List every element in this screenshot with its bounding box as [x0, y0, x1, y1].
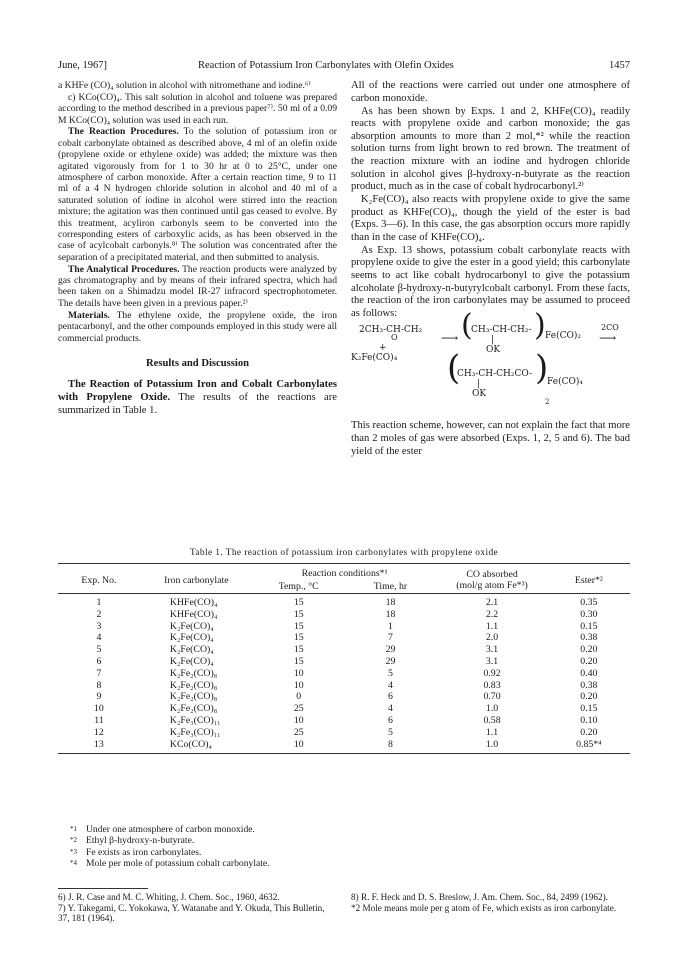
- footnote: *2 Mole means mole per g atom of Fe, which exists as iron carbonylate.: [351, 902, 617, 913]
- scheme-arrow-label: 2CO: [601, 323, 619, 333]
- paragraph: [58, 379, 337, 417]
- table-cell: 9: [96, 691, 102, 703]
- header-title: Reaction of Potassium Iron Carbonylates with Olefin Oxides: [198, 60, 454, 71]
- table-row: [58, 703, 630, 715]
- table-cell: 0.70: [483, 691, 501, 703]
- table-cell: 0.40: [580, 667, 598, 679]
- table-cell: 4: [96, 632, 102, 644]
- scheme-bond: |: [477, 379, 481, 390]
- reaction-procedures-text: To the solution of potassium iron or cobalt carbonylate obtained as described above, 4 ml of an olefin oxide (propylene oxide or ethylene oxide) was added; the mixture was then agitated vigorously from for 1 to 30 hr at 0 to 25°C, under one atmosphere of carbon monoxide. After a certain reaction time, 9 to 11 ml of a 4 N hydrogen chloride solution in alcohol and 40 ml of a saturated solution of iodine in alcohol were stirred into the reaction mixture; the agitation was then continued until gas ceased to evolve. By this treatment, acyliron carbonyls seem to be converted into the corresponding esters of carboxylic acids, as has been observed in the case of acylcobalt carbonyls.⁸⁾ The solution was concentrated after the separation of a precipitated material, and then submitted to analysis.: [58, 126, 337, 263]
- table-cell: 1: [58, 594, 140, 609]
- running-header: [58, 60, 630, 74]
- scheme-arrow: ⟶: [599, 331, 617, 346]
- footnote: 8) R. F. Heck and D. S. Breslow, J. Am. Chem. Soc., 84, 2499 (1962).: [351, 892, 608, 902]
- table-cell: K₂Fe₂(CO)₈: [169, 691, 218, 703]
- results-table: [58, 563, 630, 754]
- column-header-temp: Temp., °C: [278, 581, 319, 592]
- table-cell: 0.30: [580, 608, 598, 620]
- footnotes-left: [58, 892, 337, 924]
- table-cell: 0.85*⁴: [548, 739, 630, 754]
- table-cell: KHFe(CO)₄: [169, 608, 218, 620]
- co-unit-label: (mol/g atom Fe*³): [456, 580, 528, 591]
- note-mark: *1: [70, 825, 77, 833]
- table-row: [58, 609, 630, 621]
- table-cell: 3.1: [485, 644, 499, 656]
- table-cell: 10: [293, 679, 304, 691]
- note-text: Mole per mole of potassium cobalt carbonylate.: [86, 858, 270, 870]
- table-note: [70, 847, 630, 858]
- column-header-time: Time, hr: [373, 581, 408, 592]
- table-row: [58, 621, 630, 633]
- table-cell: 11: [94, 714, 104, 726]
- table-cell: 5: [388, 726, 393, 738]
- table-row: [58, 680, 630, 692]
- scheme-intermediate: CH₃-CH-CH₂-: [471, 325, 532, 336]
- note-text: Ethyl β-hydroxy-n-butyrate.: [86, 835, 195, 847]
- scheme-plus: +: [379, 343, 387, 354]
- table-cell: 18: [345, 594, 437, 609]
- scheme-arrow: ⟶: [441, 331, 459, 346]
- table-cell: 15: [293, 620, 304, 632]
- table-cell: 25: [293, 726, 304, 738]
- footnote: 6) J. R. Case and M. C. Whiting, J. Chem. Soc., 1960, 4632.: [58, 892, 280, 902]
- co-absorbed-label: CO absorbed: [466, 569, 518, 580]
- table-body: [58, 594, 630, 754]
- table-cell: 0.58: [483, 714, 501, 726]
- table-cell: 8: [345, 739, 437, 754]
- table-cell: 15: [293, 644, 304, 656]
- paragraph: c) KCo(CO)₄. This salt solution in alcohol and toluene was prepared according to the method described in a previous paper⁷⁾. 50 ml of a 0.09 M KCo(CO)₄ solution was used in each run.: [58, 91, 337, 126]
- table-row: [58, 691, 630, 703]
- table-cell: K₂Fe₂(CO)₈: [169, 703, 218, 715]
- note-mark: *3: [70, 847, 77, 856]
- table-row: [58, 644, 630, 656]
- table-cell: 25: [293, 703, 304, 715]
- table-row: [58, 715, 630, 727]
- scheme-bracket-open: (: [461, 308, 473, 344]
- table-cell: 0.10: [580, 714, 598, 726]
- table-cell: 6: [388, 691, 393, 703]
- table-cell: K₂Fe₂(CO)₈: [169, 679, 218, 691]
- paragraph: [58, 310, 337, 344]
- table-row: [58, 668, 630, 680]
- table-cell: 1.0: [485, 703, 499, 715]
- table-cell: 0.38: [580, 632, 598, 644]
- column-header-ester: Ester*²: [548, 564, 630, 594]
- table-cell: 0.20: [580, 691, 598, 703]
- subsection-text: The results of the reactions are summarized in Table 1.: [58, 391, 337, 416]
- table-cell: KCo(CO)₄: [140, 739, 253, 754]
- table-cell: K₂Fe(CO)₄: [169, 655, 214, 667]
- table-cell: 10: [293, 714, 304, 726]
- table-cell: 0: [296, 691, 302, 703]
- table-cell: 10: [253, 739, 345, 754]
- table-cell: K₂Fe(CO)₄: [169, 620, 214, 632]
- table-cell: 10: [293, 667, 304, 679]
- table-cell: 0.38: [580, 679, 598, 691]
- column-header-co: [436, 564, 547, 594]
- scheme-bracket-close: ): [534, 308, 546, 344]
- table-cell: 10: [94, 703, 104, 715]
- table-cell: 0.83: [483, 679, 501, 691]
- table-note: [70, 835, 630, 846]
- footnote: 7) Y. Takegami, C. Yokokawa, Y. Watanabe and Y. Okuda, This Bulletin, 37, 181 (1964).: [58, 902, 325, 924]
- table-row: [58, 632, 630, 644]
- reaction-scheme: [351, 308, 630, 420]
- table-note: [70, 858, 630, 869]
- table-cell: 2.1: [436, 594, 547, 609]
- table-cell: KHFe(CO)₄: [140, 594, 253, 609]
- paragraph: As Exp. 13 shows, potassium cobalt carbonylate reacts with propylene oxide to give the ester in a good yield; this carbonylate seems to act like cobalt hydrocarbonyl to give the potassium alcoholate β-hydroxy-n-butyrylcobalt carbonyl. From these facts, the reaction of the iron carbonylates may be assumed to proceed as follows:: [351, 244, 630, 319]
- header-page-number: 1457: [609, 60, 630, 71]
- table-cell: K₂Fe₃(CO)₁₁: [169, 714, 221, 726]
- table-cell: 1.0: [436, 739, 547, 754]
- analytical-procedures-text: The reaction products were analyzed by gas chromatography and by means of their infrared spectra, which had been taken on a Shimadzu model IR-27 infracord spectrophotometer. The details have been given in a previous paper.²⁾: [58, 263, 337, 309]
- column-header-conditions: Reaction conditions*¹: [253, 564, 437, 581]
- table-cell: 2.0: [485, 632, 499, 644]
- scheme-ok: OK: [472, 389, 487, 400]
- table-cell: 15: [253, 594, 345, 609]
- table-cell: 7: [388, 632, 393, 644]
- paragraph: a KHFe (CO)₄ solution in alcohol with nitromethane and iodine.⁶⁾: [58, 80, 311, 91]
- reaction-procedures-heading: The Reaction Procedures.: [68, 126, 179, 138]
- table-cell: 0.20: [580, 655, 598, 667]
- table-cell: 3: [96, 620, 102, 632]
- table-cell: 2.2: [485, 608, 499, 620]
- table-row: [58, 739, 630, 754]
- table-cell: 1.1: [485, 620, 499, 632]
- table-cell: 8: [96, 679, 102, 691]
- table-cell: 15: [293, 632, 304, 644]
- scheme-ok: OK: [486, 345, 501, 356]
- note-text: Under one atmosphere of carbon monoxide.: [86, 824, 255, 835]
- table-cell: K₂Fe(CO)₄: [169, 644, 214, 656]
- paragraph: [58, 264, 337, 310]
- section-title: Results and Discussion: [145, 357, 250, 369]
- column-header-exp: Exp. No.: [58, 564, 140, 594]
- scheme-oxide-oxygen: O: [391, 333, 398, 343]
- table-cell: K₂Fe₂(CO)₈: [169, 667, 218, 679]
- table-cell: 29: [385, 655, 396, 667]
- scheme-fe-fragment: Fe(CO)₄: [547, 377, 583, 388]
- materials-text: The ethylene oxide, the propylene oxide, the iron pentacarbonyl, and the other compounds employed in this study were all commercial products.: [58, 309, 337, 344]
- analytical-procedures-heading: The Analytical Procedures.: [68, 263, 180, 275]
- scheme-bond: |: [491, 335, 495, 346]
- header-date: June, 1967]: [58, 60, 107, 71]
- scheme-fe-fragment: Fe(CO)₂: [545, 331, 581, 342]
- table-cell: 4: [388, 703, 393, 715]
- scheme-subscript: 2: [545, 398, 550, 407]
- scheme-product: CH₃-CH-CH₂CO-: [457, 369, 533, 380]
- table-cell: 1: [388, 620, 393, 632]
- paragraph: This reaction scheme, however, can not explain the fact that more than 2 moles of gas were absorbed (Exps. 1, 2, 5 and 6). The bad yield of the ester: [351, 420, 630, 457]
- table-row: [58, 727, 630, 739]
- scheme-reactant-carbonylate: K₂Fe(CO)₄: [351, 353, 398, 364]
- table-cell: K₂Fe₃(CO)₁₁: [169, 726, 221, 738]
- table-cell: 15: [293, 655, 304, 667]
- paragraph: As has been shown by Exps. 1 and 2, KHFe(CO)₄ readily reacts with propylene oxide and carbon monoxide; the gas absorption amounts to more than 2 mol,*² while the reaction solution turns from light brown to red brown. The treatment of the reaction mixture with an iodine and hydrogen chloride solution in alcohol gives β-hydroxy-n-butyrate as the reaction product, much as in the case of cobalt hydrocarbonyl.²⁾: [351, 105, 630, 193]
- table-cell: 13: [58, 739, 140, 754]
- note-mark: *4: [70, 859, 77, 868]
- table-cell: 6: [388, 714, 393, 726]
- left-column: [58, 80, 337, 417]
- table-cell: 0.15: [580, 620, 598, 632]
- table-cell: 0.15: [580, 703, 598, 715]
- table-cell: K₂Fe(CO)₄: [169, 632, 214, 644]
- paragraph: [58, 126, 337, 263]
- scheme-bracket-close: ): [535, 348, 549, 389]
- footnotes-right: [351, 892, 630, 913]
- table-cell: 2: [96, 608, 102, 620]
- table-cell: 18: [385, 608, 396, 620]
- footnote-divider: [58, 888, 148, 889]
- table-notes: [70, 824, 630, 870]
- note-mark: *2: [70, 836, 77, 845]
- table-cell: 12: [94, 726, 104, 738]
- table-cell: 6: [96, 655, 102, 667]
- table-cell: 29: [385, 644, 396, 656]
- paragraph: All of the reactions were carried out under one atmosphere of carbon monoxide.: [351, 80, 630, 104]
- note-text: Fe exists as iron carbonylates.: [86, 846, 202, 858]
- right-column: [351, 80, 630, 459]
- paragraph: K₂Fe(CO)₄ also reacts with propylene oxide to give the same product as KHFe(CO)₄, though the yield of the ester is bad (Exps. 3—6). In this case, the gas absorption occurs more rapidly than in the case of KHFe(CO)₄.: [351, 194, 630, 243]
- table-note: [70, 824, 630, 835]
- table-cell: 0.20: [580, 644, 598, 656]
- table-cell: 0.20: [580, 726, 598, 738]
- table-cell: 5: [388, 667, 393, 679]
- table-cell: 4: [388, 679, 393, 691]
- table-cell: 1.1: [485, 726, 499, 738]
- table-row: [58, 656, 630, 668]
- table-cell: 3.1: [485, 655, 499, 667]
- materials-heading: Materials.: [68, 309, 110, 321]
- table-cell: 7: [96, 667, 102, 679]
- scheme-reactant-oxide: 2CH₃-CH-CH₂: [359, 325, 423, 336]
- table-caption: Table 1. The reaction of potassium iron carbonylates with propylene oxide: [189, 548, 499, 558]
- table-row: [58, 594, 630, 609]
- table-cell: 5: [96, 644, 102, 656]
- column-header-iron: Iron carbonylate: [140, 564, 253, 594]
- scheme-bracket-open: (: [447, 348, 461, 389]
- subsection-heading: The Reaction of Potassium Iron and Cobalt Carbonylates with Propylene Oxide.: [58, 379, 337, 403]
- table-cell: 0.35: [548, 594, 630, 609]
- table-cell: 15: [293, 608, 304, 620]
- table-cell: 0.92: [483, 667, 501, 679]
